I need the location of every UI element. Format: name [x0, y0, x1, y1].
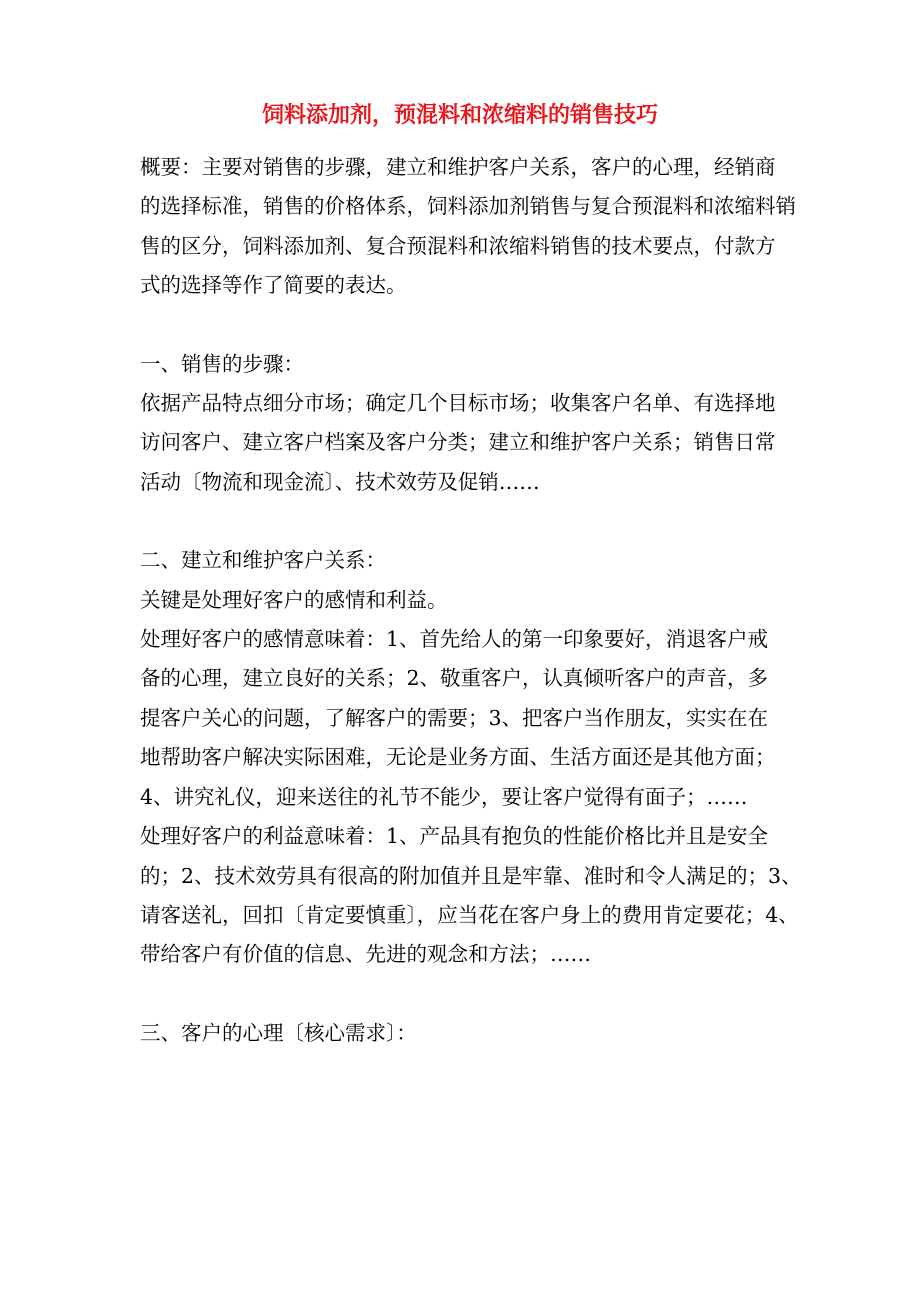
summary-line: 概要：主要对销售的步骤，建立和维护客户关系，客户的心理，经销商	[140, 155, 776, 179]
paragraph-spacer	[140, 975, 800, 1014]
body-line: 提客户关心的问题，了解客户的需要；3、把客户当作朋友，实实在在	[140, 705, 769, 730]
interest-paragraph	[140, 817, 800, 975]
body-line: 备的心理，建立良好的关系；2、敬重客户，认真倾听客户的声音，多	[140, 666, 769, 691]
key-sentence: 关键是处理好客户的感情和利益。	[140, 587, 448, 612]
body-line: 的；2、技术效劳具有很高的附加值并且是牢靠、准时和令人满足的；3、	[140, 863, 802, 888]
body-line: 4、讲究礼仪，迎来送往的礼节不能少，要让客户觉得有面子；……	[140, 784, 748, 809]
body-line: 处理好客户的利益意味着：1、产品具有抱负的性能价格比并且是安全	[140, 824, 769, 849]
body-line: 地帮助客户解决实际困难，无论是业务方面、生活方面还是其他方面；	[140, 745, 776, 770]
section1-paragraph	[140, 384, 800, 502]
document-title: 饲料添加剂，预混料和浓缩料的销售技巧	[261, 103, 658, 128]
section-heading: 三、客户的心理〔核心需求〕：	[140, 1020, 417, 1045]
section-heading: 一、销售的步骤：	[140, 351, 304, 376]
document-body	[140, 148, 800, 1053]
summary-line: 式的选择等作了简要的表达。	[140, 273, 407, 298]
body-line: 带给客户有价值的信息、先进的观念和方法；……	[140, 942, 591, 967]
summary-line: 售的区分，饲料添加剂、复合预混料和浓缩料销售的技术要点，付款方	[140, 233, 776, 258]
section-heading: 二、建立和维护客户关系：	[140, 548, 386, 573]
paragraph-spacer	[140, 306, 800, 345]
paragraph-spacer	[140, 502, 800, 541]
body-line: 访问客户、建立客户档案及客户分类；建立和维护客户关系；销售日常	[140, 430, 776, 455]
body-line: 活动〔物流和现金流〕、技术效劳及促销……	[140, 469, 540, 494]
emotion-paragraph	[140, 620, 800, 817]
summary-line: 的选择标准，销售的价格体系，饲料添加剂销售与复合预混料和浓缩料销	[140, 194, 796, 219]
body-line: 请客送礼，回扣〔肯定要慎重〕，应当花在客户身上的费用肯定要花；4、	[140, 902, 799, 927]
body-line: 依据产品特点细分市场；确定几个目标市场；收集客户名单、有选择地	[140, 391, 776, 416]
body-line: 处理好客户的感情意味着：1、首先给人的第一印象要好，消退客户戒	[140, 627, 769, 652]
summary-paragraph	[140, 148, 800, 306]
